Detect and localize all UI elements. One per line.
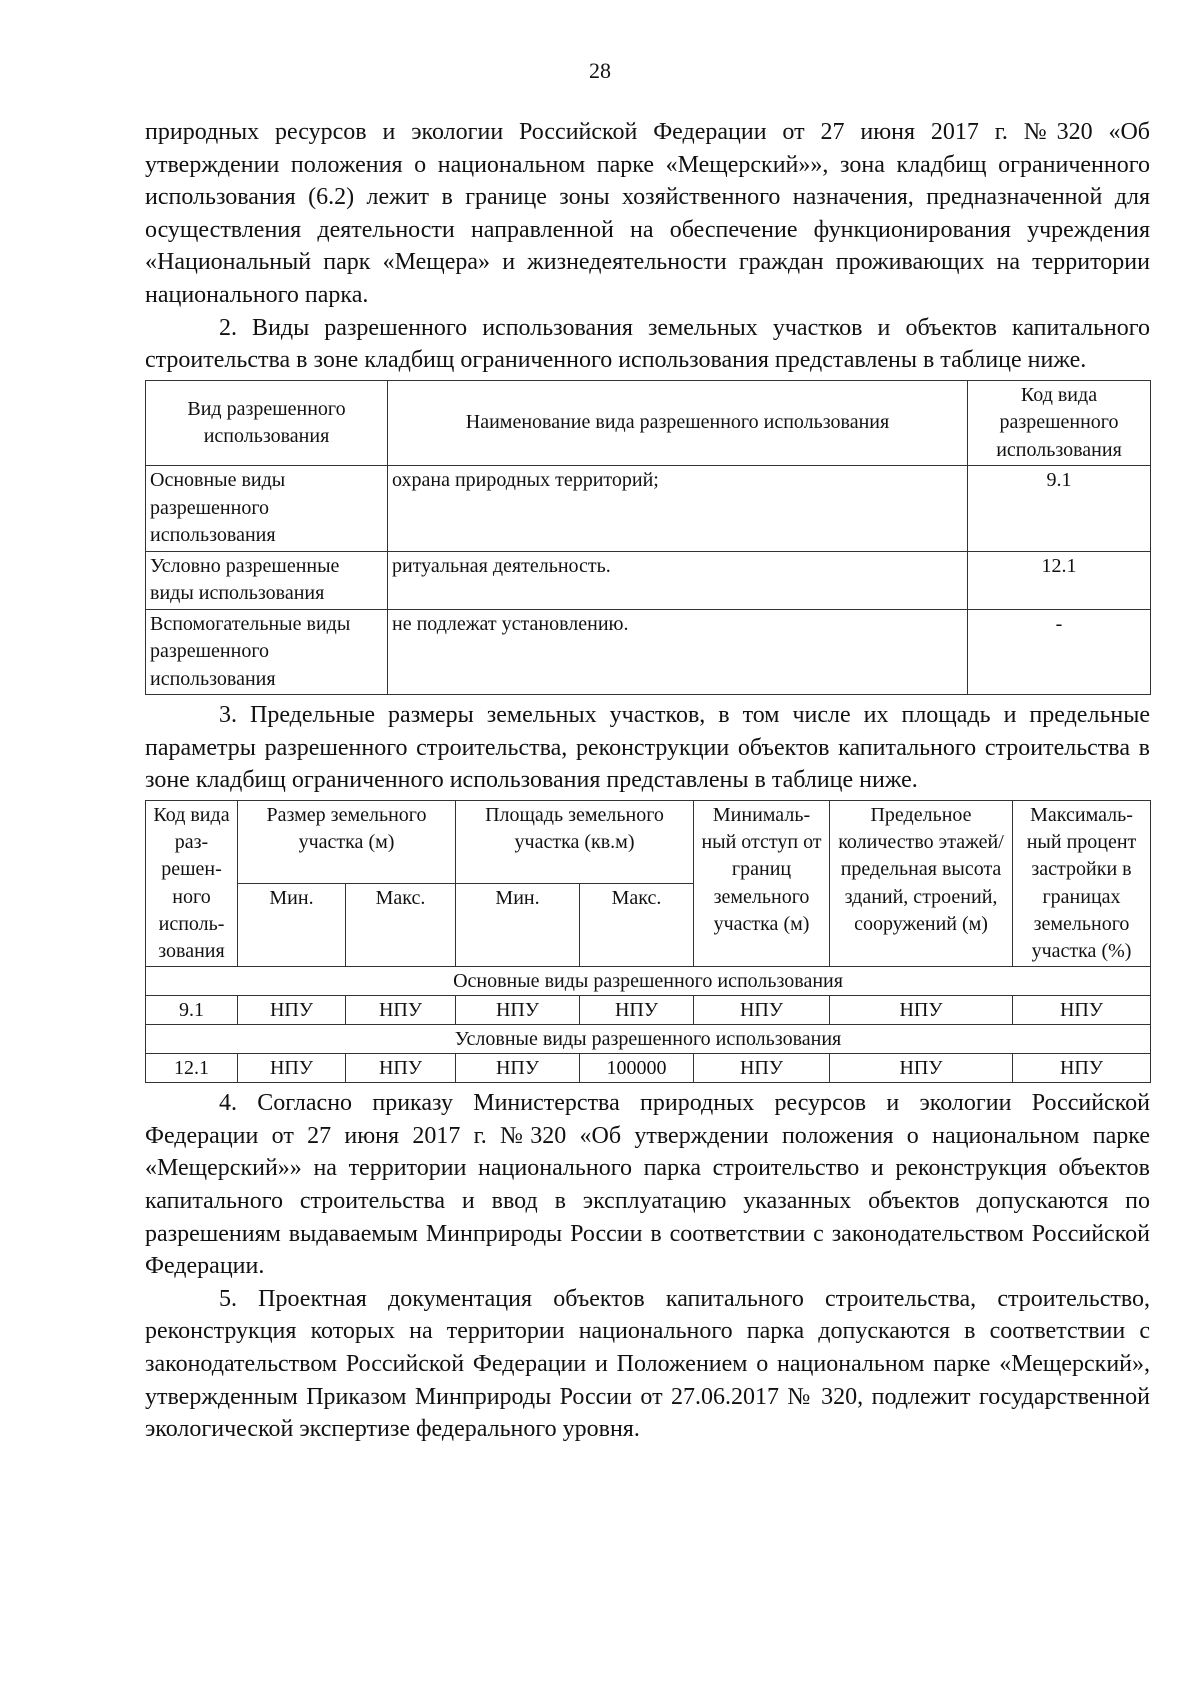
- header-size-min: Мин.: [238, 884, 346, 967]
- cell-size-max: НПУ: [346, 1054, 456, 1083]
- land-use-types-table: [145, 380, 1151, 696]
- cell-floors: НПУ: [830, 1054, 1013, 1083]
- header-plot-size: Размер земельного участка (м): [238, 801, 456, 884]
- table-row: [146, 551, 1151, 609]
- group-row-conditional: [146, 1025, 1151, 1054]
- cell-use-code: 9.1: [968, 466, 1151, 552]
- table-row: [146, 1054, 1151, 1083]
- cell-code: 12.1: [146, 1054, 238, 1083]
- paragraph-3: 3. Предельные размеры земельных участков, в том числе их площадь и предельные параметры разрешенного строительства, реконструкции объектов капитального строительства в зоне кладбищ ограниченного использования представлены в таблице ниже.: [145, 702, 1150, 794]
- cell-coverage: НПУ: [1013, 1054, 1151, 1083]
- table-header-row: [146, 380, 1151, 466]
- cell-use-code: -: [968, 609, 1151, 695]
- header-size-max: Макс.: [346, 884, 456, 967]
- group-row-main: [146, 967, 1151, 996]
- cell-code: 9.1: [146, 996, 238, 1025]
- cell-size-min: НПУ: [238, 1054, 346, 1083]
- plot-parameters-table: [145, 800, 1151, 1083]
- cell-use-name: охрана природных территорий;: [388, 466, 968, 552]
- header-area-max: Макс.: [580, 884, 694, 967]
- cell-use-name: ритуальная деятельность.: [388, 551, 968, 609]
- cell-use-code: 12.1: [968, 551, 1151, 609]
- page-number: 28: [589, 58, 611, 83]
- paragraph-5: 5. Проектная документация объектов капитального строительства, строительство, реконструкция которых на территории национального парка допускаются в соответствии с законодательством Российской Федерации и Положением о национальном парке «Мещерский», утвержденным Приказом Минприроды России от 27.06.2017 № 320, подлежит государственной экологической экспертизе федерального уровня.: [145, 1285, 1150, 1443]
- cell-floors: НПУ: [830, 996, 1013, 1025]
- paragraph-4: 4. Согласно приказу Министерства природных ресурсов и экологии Российской Федерации от 27 июня 2017 г. №320 «Об утверждении положения о национальном парке «Мещерский»» на территории национального парка строительство и реконструкция объектов капитального строительства и ввод в эксплуатацию указанных объектов допускаются по разрешениям выдаваемым Минприроды России в соответствии с законодательством Российской Федерации.: [145, 1090, 1150, 1280]
- cell-coverage: НПУ: [1013, 996, 1151, 1025]
- header-plot-area: Площадь земельного участка (кв.м): [456, 801, 694, 884]
- cell-use-type: Основные виды разрешенного использования: [146, 466, 388, 552]
- cell-use-type: Вспомогательные виды разрешенного использования: [146, 609, 388, 695]
- cell-size-min: НПУ: [238, 996, 346, 1025]
- cell-use-name: не подлежат установлению.: [388, 609, 968, 695]
- header-use-type: Вид разрешенного использования: [146, 380, 388, 466]
- paragraph-continuation: природных ресурсов и экологии Российской Федерации от 27 июня 2017 г. №320 «Об утверждении положения о национальном парке «Мещерский»», зона кладбищ ограниченного использования (6.2) лежит в границе зоны хозяйственного назначения, предназначенной для осуществления деятельности направленной на обеспечение функционирования учреждения «Национальный парк «Мещера» и жизнедеятельности граждан проживающих на территории национального парка.: [145, 119, 1150, 308]
- cell-setback: НПУ: [694, 1054, 830, 1083]
- cell-area-min: НПУ: [456, 1054, 580, 1083]
- document-body: [145, 116, 1150, 1446]
- header-max-coverage: Максималь-ный процент застройки в границах земельного участка (%): [1013, 801, 1151, 967]
- header-use-code: Код вида разрешенного использования: [968, 380, 1151, 466]
- header-area-min: Мин.: [456, 884, 580, 967]
- header-use-name: Наименование вида разрешенного использования: [388, 380, 968, 466]
- cell-setback: НПУ: [694, 996, 830, 1025]
- cell-area-min: НПУ: [456, 996, 580, 1025]
- paragraph-2: 2. Виды разрешенного использования земельных участков и объектов капитального строительства в зоне кладбищ ограниченного использования представлены в таблице ниже.: [145, 314, 1150, 374]
- cell-use-type: Условно разрешенные виды использования: [146, 551, 388, 609]
- table-row: [146, 609, 1151, 695]
- group-label-main: Основные виды разрешенного использования: [146, 967, 1151, 996]
- table-header-row: [146, 801, 1151, 884]
- table-row: [146, 466, 1151, 552]
- cell-area-max: НПУ: [580, 996, 694, 1025]
- cell-area-max: 100000: [580, 1054, 694, 1083]
- group-label-conditional: Условные виды разрешенного использования: [146, 1025, 1151, 1054]
- header-min-setback: Минималь-ный отступ от границ земельного участка (м): [694, 801, 830, 967]
- cell-size-max: НПУ: [346, 996, 456, 1025]
- header-code: Код вида раз-решен-ного исполь-зования: [146, 801, 238, 967]
- header-max-floors: Предельное количество этажей/ предельная высота зданий, строений, сооружений (м): [830, 801, 1013, 967]
- table-row: [146, 996, 1151, 1025]
